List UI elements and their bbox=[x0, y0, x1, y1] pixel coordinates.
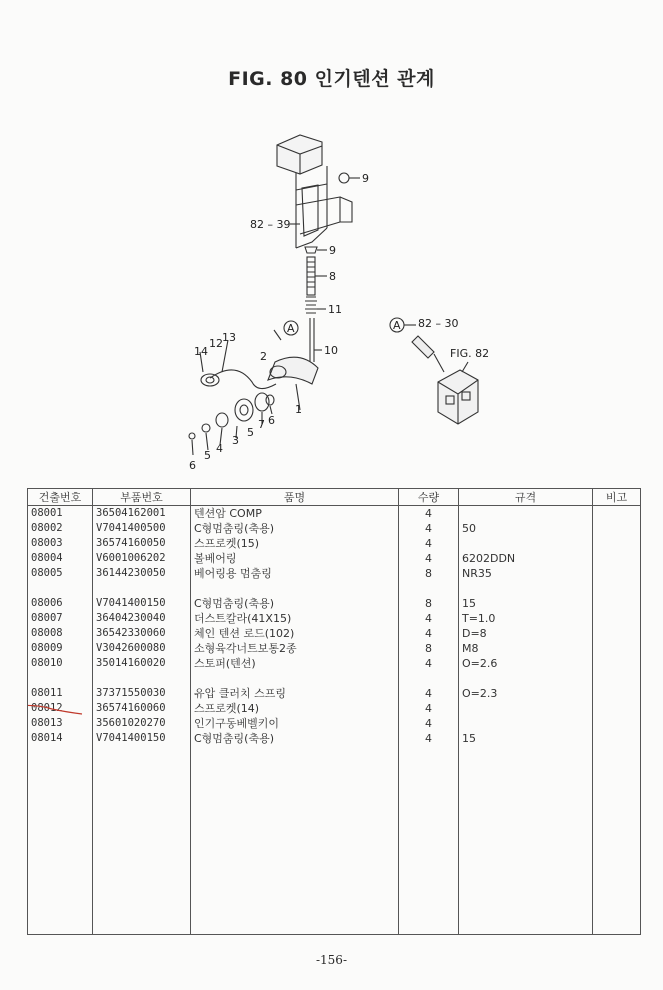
cell-remarks bbox=[593, 626, 641, 641]
cell-part-no: 37371550030 bbox=[93, 686, 191, 701]
label-3: 3 bbox=[232, 434, 239, 447]
cell-qty: 4 bbox=[399, 611, 459, 626]
cell-name: 소형육각너트보통2종 bbox=[191, 641, 399, 656]
fig82-assembly-drawing bbox=[438, 370, 478, 424]
table-row bbox=[28, 611, 641, 626]
cell-spec: O=2.6 bbox=[459, 656, 593, 671]
cell-name: 인기구동베벨키이 bbox=[191, 716, 399, 731]
table-spacer-row bbox=[28, 581, 641, 596]
label-4: 4 bbox=[216, 442, 223, 455]
cell-part-no: V7041400500 bbox=[93, 521, 191, 536]
cell-code: 08005 bbox=[28, 566, 93, 581]
nut-9-drawing bbox=[305, 247, 317, 253]
cell-qty: 4 bbox=[399, 626, 459, 641]
table-row bbox=[28, 626, 641, 641]
cell-code: 08001 bbox=[28, 506, 93, 522]
spring-drawing bbox=[305, 297, 317, 313]
cell-code: 08007 bbox=[28, 611, 93, 626]
cell-remarks bbox=[593, 731, 641, 746]
cell-qty: 4 bbox=[399, 521, 459, 536]
table-row bbox=[28, 731, 641, 746]
table-header-row bbox=[28, 489, 641, 506]
table-row bbox=[28, 506, 641, 522]
cell-name: C형멈춤링(축용) bbox=[191, 596, 399, 611]
cell-code: 08006 bbox=[28, 596, 93, 611]
ref-a-right: A bbox=[393, 319, 401, 332]
cell-spec bbox=[459, 536, 593, 551]
cell-spec bbox=[459, 701, 593, 716]
label-9-top: 9 bbox=[362, 172, 369, 185]
label-6-right: 6 bbox=[268, 414, 275, 427]
cell-name: 체인 텐션 로드(102) bbox=[191, 626, 399, 641]
label-13: 13 bbox=[222, 331, 236, 344]
header-name: 품명 bbox=[191, 489, 399, 506]
figure-title: FIG. 80 인기텐션 관계 bbox=[228, 68, 435, 90]
tension-arm-bracket-drawing bbox=[277, 135, 352, 248]
cell-code: 08011 bbox=[28, 686, 93, 701]
label-2: 2 bbox=[260, 350, 267, 363]
label-6-left: 6 bbox=[189, 459, 196, 472]
header-code: 건출번호 bbox=[28, 489, 93, 506]
cell-remarks bbox=[593, 611, 641, 626]
cell-part-no: 36574160050 bbox=[93, 536, 191, 551]
red-strike-mark bbox=[28, 702, 87, 716]
cell-name: C형멈춤링(축용) bbox=[191, 521, 399, 536]
cell-spec: T=1.0 bbox=[459, 611, 593, 626]
cell-spec: D=8 bbox=[459, 626, 593, 641]
cell-part-no: 36404230040 bbox=[93, 611, 191, 626]
table-row bbox=[28, 656, 641, 671]
cell-code-struck bbox=[28, 701, 93, 716]
cell-qty: 4 bbox=[399, 656, 459, 671]
cell-remarks bbox=[593, 521, 641, 536]
cell-remarks bbox=[593, 701, 641, 716]
label-82-30: 82 – 30 bbox=[418, 317, 459, 330]
tension-rod-drawing bbox=[307, 257, 315, 295]
cell-spec bbox=[459, 716, 593, 731]
cell-qty: 4 bbox=[399, 701, 459, 716]
sprocket-small-drawing bbox=[201, 374, 219, 386]
cable-end-drawing bbox=[412, 336, 434, 358]
cell-name: 스토퍼(텐션) bbox=[191, 656, 399, 671]
label-1: 1 bbox=[295, 403, 302, 416]
header-part-no: 부품번호 bbox=[93, 489, 191, 506]
cell-part-no: 35014160020 bbox=[93, 656, 191, 671]
label-11: 11 bbox=[328, 303, 342, 316]
cell-part-no: 36542330060 bbox=[93, 626, 191, 641]
cell-code: 08003 bbox=[28, 536, 93, 551]
label-10: 10 bbox=[324, 344, 338, 357]
table-row bbox=[28, 686, 641, 701]
cell-name: 볼베어링 bbox=[191, 551, 399, 566]
cell-remarks bbox=[593, 551, 641, 566]
cell-remarks bbox=[593, 596, 641, 611]
label-82-39: 82 – 39 bbox=[250, 218, 291, 231]
cell-qty: 8 bbox=[399, 596, 459, 611]
cell-spec: M8 bbox=[459, 641, 593, 656]
cell-spec: 15 bbox=[459, 596, 593, 611]
cell-remarks bbox=[593, 641, 641, 656]
cell-code: 08010 bbox=[28, 656, 93, 671]
table-row bbox=[28, 566, 641, 581]
cell-code: 08014 bbox=[28, 731, 93, 746]
cell-qty: 8 bbox=[399, 566, 459, 581]
header-qty: 수량 bbox=[399, 489, 459, 506]
cell-name: 베어링용 멈춤링 bbox=[191, 566, 399, 581]
cell-qty: 4 bbox=[399, 506, 459, 522]
table-filler-row bbox=[28, 746, 641, 935]
label-5-left: 5 bbox=[204, 449, 211, 462]
cell-part-no: V7041400150 bbox=[93, 596, 191, 611]
cell-remarks bbox=[593, 506, 641, 522]
cell-remarks bbox=[593, 686, 641, 701]
cell-remarks bbox=[593, 716, 641, 731]
table-row bbox=[28, 521, 641, 536]
cell-remarks bbox=[593, 656, 641, 671]
table-row bbox=[28, 536, 641, 551]
cell-name: 유압 클러치 스프링 bbox=[191, 686, 399, 701]
cell-part-no: 35601020270 bbox=[93, 716, 191, 731]
label-12: 12 bbox=[209, 337, 223, 350]
cell-part-no: V7041400150 bbox=[93, 731, 191, 746]
ref-a-left: A bbox=[287, 322, 295, 335]
parts-table bbox=[27, 488, 641, 935]
cell-spec bbox=[459, 506, 593, 522]
cell-qty: 4 bbox=[399, 731, 459, 746]
label-5-right: 5 bbox=[247, 426, 254, 439]
table-row bbox=[28, 701, 641, 716]
cell-spec: 15 bbox=[459, 731, 593, 746]
label-fig-82: FIG. 82 bbox=[450, 347, 490, 360]
cell-spec: O=2.3 bbox=[459, 686, 593, 701]
cell-name: 스프로켓(14) bbox=[191, 701, 399, 716]
header-remarks: 비고 bbox=[593, 489, 641, 506]
cell-qty: 4 bbox=[399, 551, 459, 566]
stopper-drawing bbox=[310, 318, 314, 362]
cell-remarks bbox=[593, 566, 641, 581]
cell-name: C형멈춤링(축용) bbox=[191, 731, 399, 746]
nut-9-top-drawing bbox=[339, 173, 349, 183]
table-spacer-row bbox=[28, 671, 641, 686]
table-row bbox=[28, 596, 641, 611]
page-number: -156- bbox=[315, 953, 347, 967]
label-14: 14 bbox=[194, 345, 208, 358]
cell-name: 스프로켓(15) bbox=[191, 536, 399, 551]
cell-part-no: 36504162001 bbox=[93, 506, 191, 522]
bearing-stack-drawing bbox=[189, 393, 274, 439]
cell-remarks bbox=[593, 536, 641, 551]
cell-spec: 6202DDN bbox=[459, 551, 593, 566]
cell-name: 텐션암 COMP bbox=[191, 506, 399, 522]
cell-part-no: V3042600080 bbox=[93, 641, 191, 656]
cell-part-no: 36144230050 bbox=[93, 566, 191, 581]
cell-name: 더스트칼라(41X15) bbox=[191, 611, 399, 626]
exploded-parts-diagram bbox=[0, 0, 663, 480]
cell-spec: NR35 bbox=[459, 566, 593, 581]
table-row bbox=[28, 551, 641, 566]
label-8: 8 bbox=[329, 270, 336, 283]
label-7: 7 bbox=[258, 418, 265, 431]
wire-drawing bbox=[210, 370, 276, 389]
cell-code-text: 08012 bbox=[31, 702, 63, 714]
label-9-middle: 9 bbox=[329, 244, 336, 257]
cell-qty: 4 bbox=[399, 716, 459, 731]
cell-code: 08009 bbox=[28, 641, 93, 656]
cell-qty: 4 bbox=[399, 686, 459, 701]
cell-code: 08008 bbox=[28, 626, 93, 641]
table-row bbox=[28, 716, 641, 731]
cell-part-no: 36574160060 bbox=[93, 701, 191, 716]
cell-part-no: V6001006202 bbox=[93, 551, 191, 566]
header-spec: 규격 bbox=[459, 489, 593, 506]
cell-qty: 4 bbox=[399, 536, 459, 551]
cell-code: 08004 bbox=[28, 551, 93, 566]
cell-code: 08013 bbox=[28, 716, 93, 731]
table-row bbox=[28, 641, 641, 656]
cell-spec: 50 bbox=[459, 521, 593, 536]
cell-code: 08002 bbox=[28, 521, 93, 536]
cell-qty: 8 bbox=[399, 641, 459, 656]
